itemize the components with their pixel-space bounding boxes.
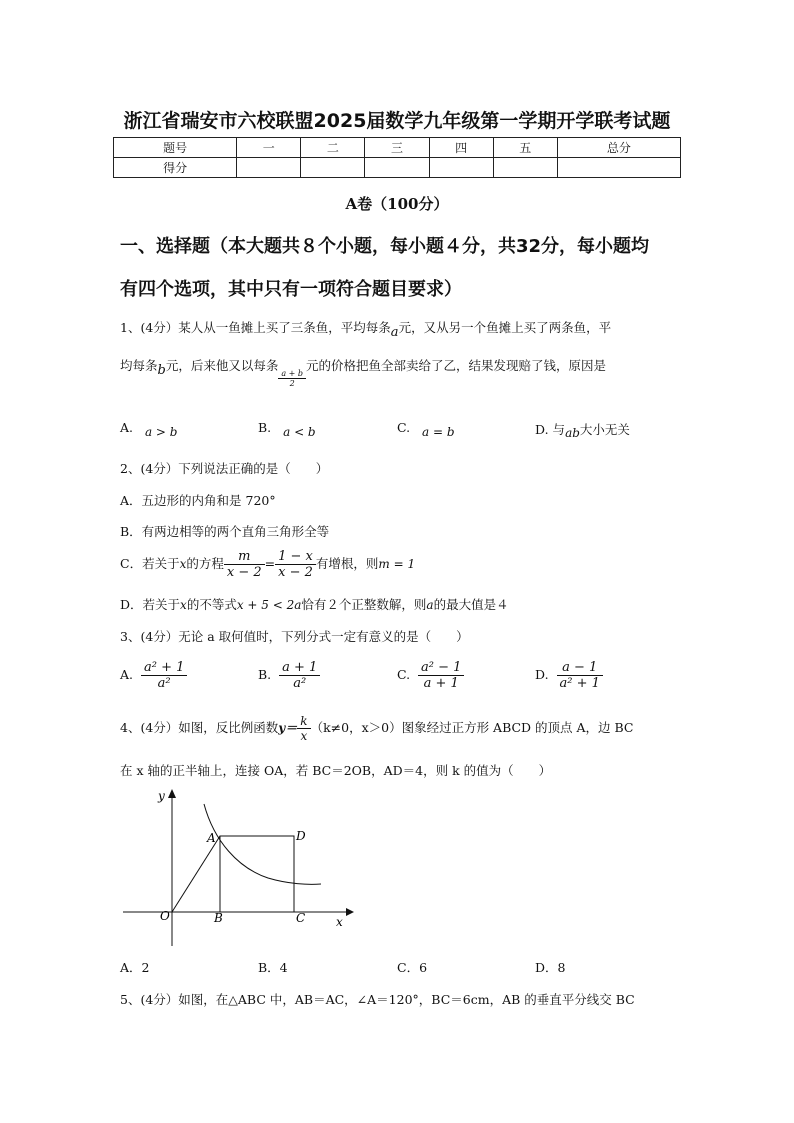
option-math: a > b bbox=[144, 425, 178, 439]
equals-sign: = bbox=[264, 556, 276, 571]
q3-option-d[interactable] bbox=[535, 660, 603, 691]
var-x: x bbox=[179, 557, 187, 571]
score-header-cell: 二 bbox=[301, 138, 365, 158]
option-text: 恰有２个正整数解，则 bbox=[301, 597, 427, 612]
option-label: A. bbox=[120, 667, 134, 682]
part1-heading-line1: 一、选择题（本大题共８个小题，每小题４分，共32分，每小题均 bbox=[120, 236, 650, 257]
q2-option-b[interactable]: B．有两边相等的两个直角三角形全等 bbox=[120, 524, 330, 539]
option-label: D. bbox=[535, 667, 549, 682]
frac-den: x − 2 bbox=[278, 565, 313, 580]
option-label: C. bbox=[397, 667, 411, 682]
q1-text: 元，又从另一个鱼摊上买了两条鱼，平 bbox=[398, 320, 612, 335]
option-math: x + 5 < 2a bbox=[236, 598, 302, 612]
option-text: 与 bbox=[552, 422, 566, 437]
q3-option-c[interactable] bbox=[397, 660, 464, 691]
section-a-heading: A卷（100分） bbox=[345, 195, 449, 213]
q1-frac-num: a + b bbox=[278, 369, 306, 379]
score-cell[interactable] bbox=[301, 158, 365, 178]
q4-option-d[interactable]: D．8 bbox=[535, 960, 566, 975]
label-y: y bbox=[158, 789, 165, 803]
q4-option-b[interactable]: B．4 bbox=[258, 960, 288, 975]
frac-num: a + 1 bbox=[279, 660, 320, 676]
q1-line1 bbox=[120, 318, 612, 340]
option-label: B. bbox=[258, 667, 272, 682]
frac-num: m bbox=[224, 549, 265, 565]
q5-stem: 5、(4分）如图，在△ABC 中，AB＝AC，∠A＝120°，BC＝6cm，AB 的垂直平分线交 BC bbox=[120, 992, 635, 1007]
score-table bbox=[113, 137, 681, 178]
q1-fraction bbox=[278, 369, 306, 388]
label-o: O bbox=[160, 909, 170, 923]
x-axis-arrow-icon bbox=[346, 908, 354, 916]
score-cell[interactable] bbox=[429, 158, 493, 178]
frac-den: x bbox=[300, 729, 308, 743]
option-text: 有增根，则 bbox=[315, 556, 379, 571]
var-a: a bbox=[426, 598, 434, 612]
exam-title: 浙江省瑞安市六校联盟2025届数学九年级第一学期开学联考试题 bbox=[123, 110, 671, 132]
frac-num: a² + 1 bbox=[141, 660, 187, 676]
label-c: C bbox=[296, 911, 306, 925]
y-axis-arrow-icon bbox=[168, 789, 176, 798]
q1-text: 1、(4分）某人从一鱼摊上买了三条鱼，平均每条 bbox=[120, 320, 391, 335]
score-cell[interactable] bbox=[557, 158, 680, 178]
option-math: m = 1 bbox=[378, 557, 416, 571]
q1-option-b[interactable] bbox=[258, 420, 316, 439]
q2-fraction-2 bbox=[275, 549, 316, 580]
option-fraction bbox=[418, 660, 464, 691]
q1-option-c[interactable] bbox=[397, 420, 455, 439]
score-table-header-row bbox=[114, 138, 681, 158]
score-header-cell: 题号 bbox=[114, 138, 237, 158]
option-math: ab bbox=[565, 426, 580, 440]
frac-num: a² − 1 bbox=[418, 660, 464, 676]
option-fraction bbox=[279, 660, 320, 691]
option-text: 的不等式 bbox=[186, 597, 237, 612]
q1-line2 bbox=[120, 356, 607, 388]
q4-text: （k≠0，x＞0）图象经过正方形 ABCD 的顶点 A，边 BC bbox=[310, 720, 634, 735]
q1-frac-den: 2 bbox=[289, 379, 295, 388]
option-text: C．若关于 bbox=[120, 556, 180, 571]
score-table-row bbox=[114, 158, 681, 178]
frac-den: a² bbox=[157, 676, 171, 691]
q4-fraction bbox=[297, 714, 310, 743]
label-a: A bbox=[207, 831, 216, 845]
option-text: 的最大值是４ bbox=[433, 597, 509, 612]
frac-num: a − 1 bbox=[557, 660, 603, 676]
score-cell[interactable] bbox=[237, 158, 301, 178]
score-header-cell: 五 bbox=[493, 138, 557, 158]
q3-stem: 3、(4分）无论 a 取何值时，下列分式一定有意义的是（ ） bbox=[120, 629, 469, 644]
option-label: B. bbox=[258, 420, 272, 435]
label-b: B bbox=[214, 911, 223, 925]
frac-num: 1 − x bbox=[275, 549, 316, 565]
option-math: a < b bbox=[283, 425, 316, 439]
frac-den: a + 1 bbox=[423, 676, 459, 691]
q1-text: 元，后来他又以每条 bbox=[165, 358, 279, 373]
q4-line2: 在 x 轴的正半轴上，连接 OA，若 BC＝2OB，AD＝4，则 k 的值为（ ） bbox=[120, 763, 552, 778]
option-label: C. bbox=[397, 420, 411, 435]
q4-line1 bbox=[120, 714, 634, 743]
frac-den: a² + 1 bbox=[559, 676, 600, 691]
score-cell[interactable] bbox=[493, 158, 557, 178]
option-math: a = b bbox=[422, 425, 455, 439]
q2-stem: 2、(4分）下列说法正确的是（ ） bbox=[120, 461, 329, 476]
option-text: 大小无关 bbox=[579, 422, 630, 437]
part1-heading-line2: 有四个选项，其中只有一项符合题目要求） bbox=[120, 279, 462, 300]
option-label: D. bbox=[535, 422, 549, 437]
q4-option-c[interactable]: C．6 bbox=[397, 960, 428, 975]
score-header-cell: 三 bbox=[365, 138, 429, 158]
q2-option-d[interactable] bbox=[120, 595, 509, 613]
option-fraction bbox=[141, 660, 187, 691]
option-label: A. bbox=[120, 420, 134, 435]
label-x: x bbox=[336, 915, 343, 929]
q1-option-a[interactable] bbox=[120, 420, 178, 439]
segment-oa bbox=[172, 836, 220, 912]
score-cell[interactable] bbox=[365, 158, 429, 178]
q4-option-a[interactable]: A．2 bbox=[120, 960, 150, 975]
hyperbola-curve bbox=[204, 804, 321, 884]
frac-den: a² bbox=[293, 676, 307, 691]
q1-text: 均每条 bbox=[120, 358, 158, 373]
q4-var-y: y＝ bbox=[278, 721, 298, 735]
q3-option-a[interactable] bbox=[120, 660, 187, 691]
var-x: x bbox=[180, 598, 187, 612]
score-row-label: 得分 bbox=[114, 158, 237, 178]
option-text: D．若关于 bbox=[120, 597, 181, 612]
q3-option-b[interactable] bbox=[258, 660, 320, 691]
q2-option-a[interactable]: A．五边形的内角和是 720° bbox=[120, 493, 276, 508]
frac-den: x − 2 bbox=[226, 565, 262, 580]
q1-var-a: a bbox=[390, 325, 399, 340]
label-d: D bbox=[296, 829, 306, 843]
q1-text: 元的价格把鱼全部卖给了乙，结果发现赔了钱，原因是 bbox=[306, 358, 607, 373]
score-header-cell: 一 bbox=[237, 138, 301, 158]
option-fraction bbox=[557, 660, 603, 691]
option-text: 的方程 bbox=[186, 556, 224, 571]
q4-graph bbox=[118, 786, 358, 951]
score-header-cell: 总分 bbox=[557, 138, 680, 158]
frac-num: k bbox=[297, 714, 310, 729]
q1-option-d[interactable] bbox=[535, 420, 630, 438]
q2-fraction-1 bbox=[224, 549, 265, 580]
q1-var-b: b bbox=[157, 363, 166, 378]
score-header-cell: 四 bbox=[429, 138, 493, 158]
q2-option-c[interactable] bbox=[120, 549, 415, 580]
q4-text: 4、(4分）如图，反比例函数 bbox=[120, 720, 279, 735]
